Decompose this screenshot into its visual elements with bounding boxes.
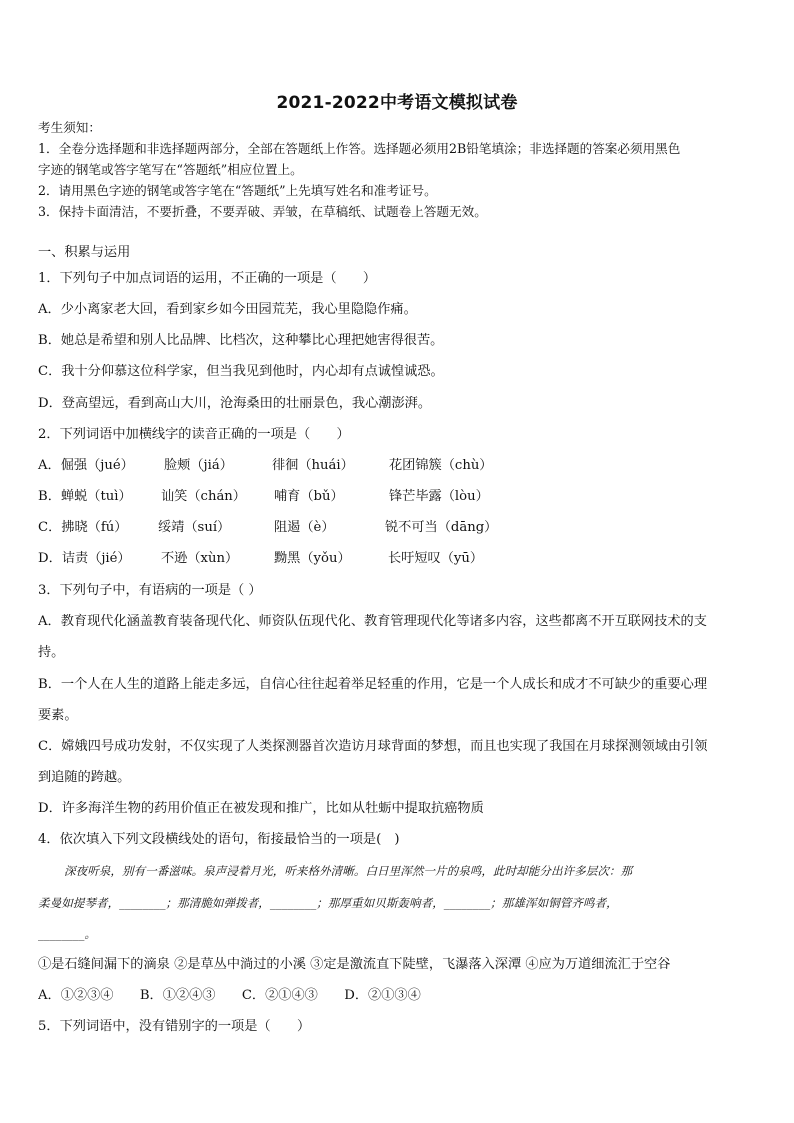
q2-d-word-2: 不逊（xùn）	[161, 551, 239, 566]
q3-stem: 3．下列句子中，有语病的一项是（ ）	[38, 583, 262, 598]
notice-item-2: 2．请用黑色字迹的钢笔或答字笔在“答题纸”上先填写姓名和准考证号。	[38, 183, 437, 198]
q2-stem: 2．下列词语中加横线字的读音正确的一项是（ ）	[38, 427, 350, 442]
q3-option-b-line-1: B．一个人在人生的道路上能走多远，自信心往往起着举足轻重的作用，它是一个人成长和成才不可缺少的重要心理	[38, 677, 708, 692]
q3-option-c-line-2: 到追随的跨越。	[38, 770, 131, 785]
page-title: 2021-2022中考语文模拟试卷	[276, 93, 518, 113]
q4-stem: 4．依次填入下列文段横线处的语句，衔接最恰当的一项是( )	[38, 832, 400, 847]
q2-c-word-3: 阻遏（è）	[274, 520, 335, 535]
q2-d-word-4: 长吁短叹（yū）	[388, 551, 484, 566]
notice-heading: 考生须知：	[38, 120, 101, 135]
q4-passage-line-1: 深夜听泉，别有一番滋味。泉声浸着月光，听来格外清晰。白日里浑然一片的泉鸣，此时却能分出许多层次：那	[64, 864, 633, 878]
q2-a-word-3: 徘徊（huái）	[272, 458, 354, 473]
q3-option-d: D．许多海洋生物的药用价值正在被发现和推广，比如从牡蛎中提取抗癌物质	[38, 801, 484, 816]
q3-option-a-line-2: 持。	[38, 645, 65, 660]
q2-option-row-b	[38, 488, 760, 506]
q1-option-a: A．少小离家老大回，看到家乡如今田园荒芜，我心里隐隐作痛。	[38, 302, 417, 317]
q2-option-row-a	[38, 457, 760, 475]
q1-option-b: B．她总是希望和别人比品牌、比档次，这种攀比心理把她害得很苦。	[38, 333, 444, 348]
q2-b-word-3: 哺育（bǔ）	[274, 489, 344, 504]
q2-a-word-1: A．倔强（jué）	[38, 458, 134, 473]
q2-d-word-1: D．诘责（jié）	[38, 551, 131, 566]
q2-c-word-4: 锐不可当（dāng）	[385, 520, 498, 535]
q5-stem: 5．下列词语中，没有错别字的一项是（ ）	[38, 1019, 311, 1034]
q4-choices: ①是石缝间漏下的滴泉 ②是草丛中淌过的小溪 ③定是激流直下陡壁，飞瀑落入深潭 ④应为万道细流汇于空谷	[38, 957, 671, 972]
q1-option-d: D．登高望远，看到高山大川，沧海桑田的壮丽景色，我心潮澎湃。	[38, 396, 432, 411]
q2-d-word-3: 黝黑（yǒu）	[274, 551, 351, 566]
q3-option-a-line-1: A．教育现代化涵盖教育装备现代化、师资队伍现代化、教育管理现代化等诸多内容，这些都离不开互联网技术的支	[38, 614, 707, 629]
q3-option-b-line-2: 要素。	[38, 708, 78, 723]
notice-item-1-line-1: 1．全卷分选择题和非选择题两部分，全部在答题纸上作答。选择题必须用2B铅笔填涂；非选择题的答案必须用黑色	[38, 141, 681, 156]
q1-option-c: C．我十分仰慕这位科学家，但当我见到他时，内心却有点诚惶诚恐。	[38, 364, 444, 379]
notice-item-1-line-2: 字迹的钢笔或答字笔写在“答题纸”相应位置上。	[38, 162, 303, 177]
q4-options: A．①②③④ B．①②④③ C．②①④③ D．②①③④	[38, 988, 421, 1003]
q2-a-word-4: 花团锦簇（chù）	[389, 458, 493, 473]
q2-c-word-2: 绥靖（suí）	[158, 520, 231, 535]
q2-c-word-1: C．拂晓（fú）	[38, 520, 128, 535]
q2-b-word-1: B．蝉蜕（tuì）	[38, 489, 132, 504]
q2-b-word-2: 讪笑（chán）	[161, 489, 246, 504]
q2-option-row-c	[38, 519, 760, 537]
q4-passage-line-3: ________。	[38, 927, 96, 941]
q2-b-word-4: 锋芒毕露（lòu）	[389, 489, 489, 504]
q3-option-c-line-1: C．嫦娥四号成功发射，不仅实现了人类探测器首次造访月球背面的梦想，而且也实现了我国在月球探测领域由引领	[38, 739, 708, 754]
q1-stem: 1．下列句子中加点词语的运用，不正确的一项是（ ）	[38, 271, 377, 286]
notice-item-3: 3．保持卡面清洁，不要折叠，不要弄破、弄皱，在草稿纸、试题卷上答题无效。	[38, 204, 487, 219]
q2-option-row-d	[38, 550, 760, 568]
section-heading: 一、积累与运用	[38, 245, 131, 260]
q4-passage-line-2: 柔曼如提琴者，________；那清脆如弹拨者，________；那厚重如贝斯轰响者，________；那雄浑如铜管齐鸣者，	[38, 896, 618, 910]
q2-a-word-2: 脸颊（jiá）	[164, 458, 233, 473]
